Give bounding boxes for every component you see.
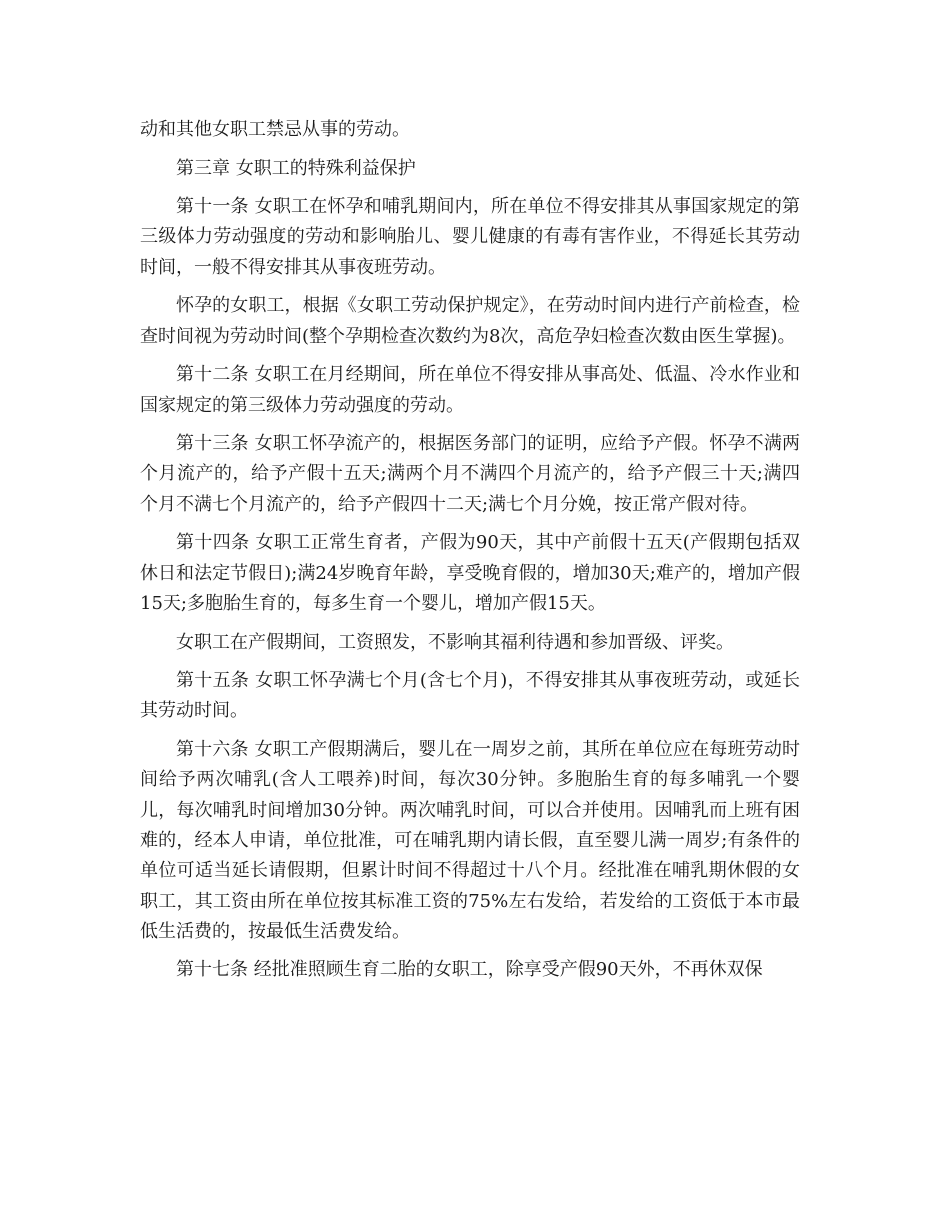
article-11: 第十一条 女职工在怀孕和哺乳期间内，所在单位不得安排其从事国家规定的第三级体力劳动强度的劳动和影响胎儿、婴儿健康的有毒有害作业，不得延长其劳动时间，一般不得安排其从事夜班劳动。: [140, 196, 800, 278]
article-14: 第十四条 女职工正常生育者，产假为90天，其中产前假十五天(产假期包括双休日和法定节假日);满24岁晚育年龄，享受晚育假的，增加30天;难产的，增加产假15天;多胞胎生育的，每多生育一个婴儿，增加产假15天。: [140, 532, 800, 614]
paragraph-continuation: 动和其他女职工禁忌从事的劳动。: [140, 119, 410, 140]
document-body: [140, 115, 800, 994]
article-15: 第十五条 女职工怀孕满七个月(含七个月)，不得安排其从事夜班劳动，或延长其劳动时间。: [140, 670, 800, 722]
paragraph-maternity-pay: 女职工在产假期间，工资照发，不影响其福利待遇和参加晋级、评奖。: [176, 631, 734, 653]
paragraph-prenatal-check: 怀孕的女职工，根据《女职工劳动保护规定》，在劳动时间内进行产前检查，检查时间视为劳动时间(整个孕期检查次数约为8次，高危孕妇检查次数由医生掌握)。: [140, 295, 800, 347]
article-16: 第十六条 女职工产假期满后，婴儿在一周岁之前，其所在单位应在每班劳动时间给予两次哺乳(含人工喂养)时间，每次30分钟。多胞胎生育的每多哺乳一个婴儿，每次哺乳时间增加30分钟。两次哺乳时间，可以合并使用。因哺乳而上班有困难的，经本人申请，单位批准，可在哺乳期内请长假，直至婴儿满一周岁;有条件的单位可适当延长请假期，但累计时间不得超过十八个月。经批准在哺乳期休假的女职工，其工资由所在单位按其标准工资的75%左右发给，若发给的工资低于本市最低生活费的，按最低生活费发给。: [140, 739, 800, 942]
article-13: 第十三条 女职工怀孕流产的，根据医务部门的证明，应给予产假。怀孕不满两个月流产的，给予产假十五天;满两个月不满四个月流产的，给予产假三十天;满四个月不满七个月流产的，给予产假四十二天;满七个月分娩，按正常产假对待。: [140, 433, 800, 515]
article-12: 第十二条 女职工在月经期间，所在单位不得安排从事高处、低温、冷水作业和国家规定的第三级体力劳动强度的劳动。: [140, 364, 800, 416]
chapter-heading: 第三章 女职工的特殊利益保护: [176, 157, 416, 179]
article-17: 第十七条 经批准照顾生育二胎的女职工，除享受产假90天外，不再休双保: [176, 959, 763, 981]
